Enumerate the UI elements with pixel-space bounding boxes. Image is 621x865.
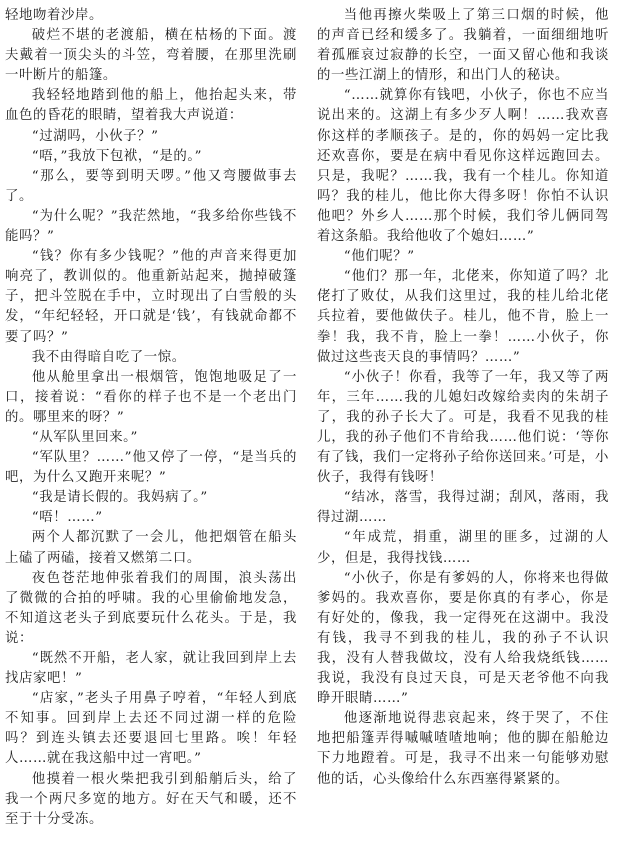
paragraph: “既然不开船，老人家，就让我回到岸上去找店家吧！” xyxy=(5,651,297,687)
paragraph: “年成荒，捐重，湖里的匪多，过湖的人少，但是，我得找钱…… xyxy=(317,530,609,566)
paragraph: 当他再擦火柴吸上了第三口烟的时候，他的声音已经和缓多了。我躺着，一面细细地听着孤雁哀过寂静的长空，一面又留心他和我谈的一些江湖上的情形，和出门人的秘诀。 xyxy=(317,8,609,84)
paragraph: “小伙子！你看，我等了一年，我又等了两年，三年……我的儿媳妇改嫁给卖肉的朱胡子了，我的孙子长大了。可是，我看不见我的桂儿，我的孙子他们不肯给我……他们说：‘等你有了钱，我们一定将孙子给你送回来。’可是，小伙子，我得有钱呀！ xyxy=(317,369,609,486)
paragraph: “……就算你有钱吧，小伙子，你也不应当说出来的。这湖上有多少歹人啊！……我欢喜你这样的孝顺孩子。是的，你的妈妈一定比我还欢喜你，要是在病中看见你这样远跑回去。只是，我呢？……我，我有一个桂儿。你知道吗？我的桂儿，他比你大得多呀！你怕不认识他吧？外乡人……那个时候，我们爷儿俩同驾着这条船。我给他收了个媳妇……” xyxy=(317,88,609,245)
paragraph: 我不由得暗自吃了一惊。 xyxy=(31,349,186,365)
paragraph: “那么，要等到明天啰。”他又弯腰做事去了。 xyxy=(5,168,297,204)
paragraph: “为什么呢？”我茫然地，“我多给你些钱不能吗？” xyxy=(5,208,297,245)
paragraph: “我是请长假的。我妈病了。” xyxy=(31,490,208,506)
paragraph: 两个人都沉默了一会儿，他把烟管在船头上磕了两磕，接着又燃第二口。 xyxy=(5,530,297,566)
paragraph: 他摸着一根火柴把我引到船艄后头，给了我一个两尺多宽的地方。好在天气和暖，还不至于十分受冻。 xyxy=(5,771,297,827)
paragraph: 我轻轻地踏到他的船上，他抬起头来，带血色的昏花的眼睛，望着我大声说道： xyxy=(5,88,297,124)
paragraph: “小伙子，你是有爹妈的人，你将来也得做爹妈的。我欢喜你，要是你真的有孝心，你是有好处的，像我，我一定得死在这湖中。我没有钱，我寻不到我的桂儿，我的孙子不认识我，没有人替我做坟，没有人给我烧纸钱……我说，我没有良过天良，可是天老爷他不向我睁开眼睛……” xyxy=(317,570,609,707)
paragraph: “过湖吗，小伙子？” xyxy=(31,128,159,144)
paragraph: 他从舱里拿出一根烟管，饱饱地吸足了一口，接着说：“看你的样子也不是一个老出门的。哪里来的呀？” xyxy=(5,369,297,425)
left-column xyxy=(5,6,297,861)
paragraph: 轻地吻着沙岸。 xyxy=(5,8,103,23)
paragraph: 夜色苍茫地伸张着我们的周围，浪头荡出了微微的合拍的呼啸。我的心里偷偷地发急，不知道这老头子到底要玩什么花头。于是，我说： xyxy=(5,570,297,646)
paragraph: “军队里？……”他又停了一停，“是当兵的吧，为什么又跑开来呢？” xyxy=(5,450,297,486)
paragraph: “唔，”我放下包袱，“是的。” xyxy=(31,148,203,164)
paragraph: “他们？那一年，北佬来，你知道了吗？北佬打了败仗，从我们这里过，我的桂儿给北佬兵拉着，要他做伕子。桂儿，他不肯，脸上一拳！我，我不肯，脸上一拳！……小伙子，你做过这些丧天良的事情吗？……” xyxy=(317,269,609,365)
paragraph: “店家，”老头子用鼻子哼着，“年轻人到底不知事。回到岸上去还不同过湖一样的危险吗？到连头镇去还要退回七里路。唉！年轻人……就在我这船中过一宵吧。” xyxy=(5,691,297,767)
paragraph: “钱？你有多少钱呢？”他的声音来得更加响亮了，教训似的。他重新站起来，抛掉破篷子，把斗笠脱在手中，立时现出了白雪般的头发，“年纪轻轻，开口就是‘钱’，有钱就命都不要了吗？” xyxy=(5,249,297,345)
paragraph: “唔！……” xyxy=(31,510,103,526)
paragraph: 破烂不堪的老渡船，横在枯杨的下面。渡夫戴着一顶尖头的斗笠，弯着腰，在那里洗刷一叶断片的船篷。 xyxy=(5,28,297,84)
right-column xyxy=(317,6,609,861)
paragraph: “结冰，落雪，我得过湖；刮风，落雨，我得过湖…… xyxy=(317,490,609,526)
paragraph: “从军队里回来。” xyxy=(31,429,138,445)
paragraph: 他逐渐地说得悲哀起来，终于哭了，不住地把船篷弄得嘁嘁喳喳地响；他的脚在船舱边下力地蹬着。可是，我寻不出来一句能够劝慰他的话，心头像给什么东西塞得紧紧的。 xyxy=(317,711,609,787)
paragraph: “他们呢？” xyxy=(343,249,415,265)
